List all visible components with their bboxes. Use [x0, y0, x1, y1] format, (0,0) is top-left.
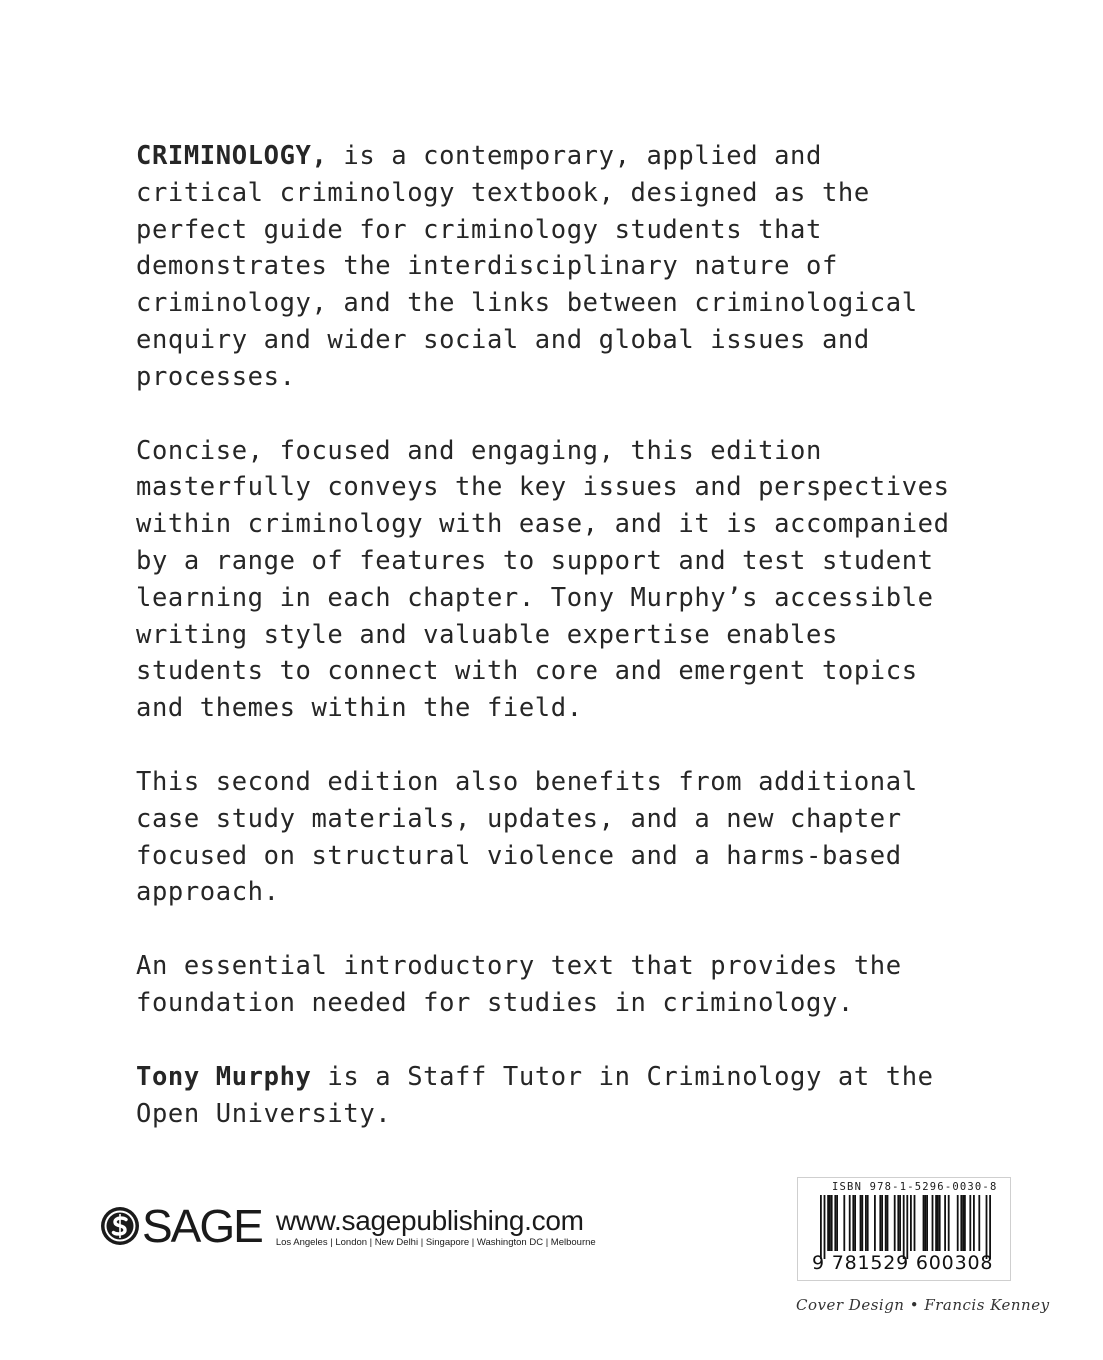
author-bio	[136, 1059, 1036, 1133]
barcode-bar	[957, 1195, 959, 1251]
publisher-cities: Los Angeles | London | New Delhi | Singapore | Washington DC | Melbourne	[275, 1237, 596, 1248]
barcode-bar	[861, 1195, 863, 1251]
publisher-block	[100, 1200, 596, 1254]
barcode-bar	[849, 1195, 851, 1251]
book-title-lead: CRIMINOLOGY,	[136, 141, 328, 171]
cover-design-credit: Cover Design • Francis Kenney	[796, 1296, 1050, 1314]
blurb-paragraph-1-text: is a contemporary, applied and critical criminology textbook, designed as the perfect guide for criminology students that demonstrates the interdisciplinary nature of criminology, and the links between criminological enquiry and wider social and global issues and processes.	[136, 141, 918, 392]
barcode-bar	[854, 1195, 856, 1251]
barcode-bar	[867, 1195, 869, 1251]
barcode-bar	[910, 1195, 912, 1251]
barcode-bar	[827, 1195, 829, 1251]
back-cover-blurb	[136, 138, 1036, 1169]
barcode-bar	[914, 1195, 916, 1251]
blurb-paragraph-4: An essential introductory text that provides the foundation needed for studies in criminology.	[136, 951, 902, 1018]
barcode-bar	[935, 1195, 937, 1251]
barcode-bar	[881, 1195, 883, 1251]
blurb-paragraph-1	[136, 138, 1036, 396]
barcode-bar	[906, 1195, 908, 1259]
barcode-bar	[820, 1195, 822, 1259]
sage-s-icon	[100, 1206, 140, 1246]
barcode-bar	[894, 1195, 896, 1251]
barcode-bar	[989, 1195, 991, 1259]
barcode-bar	[924, 1195, 926, 1251]
barcode-bar	[948, 1195, 950, 1251]
barcode-bar	[879, 1195, 881, 1251]
blurb-paragraph-2: Concise, focused and engaging, this edition masterfully conveys the key issues and perspectives within criminology with ease, and it is accompanied by a range of features to support and test student learning in each chapter. Tony Murphy’s accessible writing style and valuable expertise enables students to connect with core and emergent topics and themes within the field.	[136, 435, 950, 724]
isbn-label: ISBN 978-1-5296-0030-8	[832, 1181, 998, 1193]
barcode-bar	[973, 1195, 975, 1251]
barcode-bar	[836, 1195, 838, 1251]
isbn-digits: 9 781529 600308	[812, 1252, 994, 1274]
blurb-paragraph-3: This second edition also benefits from additional case study materials, updates, and a new chapter focused on structural violence and a harms-based approach.	[136, 766, 918, 908]
barcode-bar	[865, 1195, 867, 1251]
barcode-bar	[932, 1195, 934, 1251]
author-bio-text: is a Staff Tutor in Criminology at the Open University.	[136, 1061, 934, 1129]
barcode-bar	[885, 1195, 887, 1251]
barcode-bar	[834, 1195, 836, 1251]
barcode-bar	[829, 1195, 831, 1251]
barcode-bar	[978, 1195, 980, 1251]
barcode-bar	[960, 1195, 962, 1251]
barcode-bar	[969, 1195, 971, 1251]
barcode-bar	[887, 1195, 889, 1251]
barcode-bar	[926, 1195, 928, 1251]
sage-wordmark: SAGE	[142, 1200, 262, 1252]
barcode-bar	[824, 1195, 826, 1259]
barcode-bar	[903, 1195, 905, 1259]
barcode-bar	[831, 1195, 833, 1251]
barcode-bar	[923, 1195, 925, 1251]
barcode-bar	[986, 1195, 988, 1259]
barcode-bar	[964, 1195, 966, 1251]
isbn-barcode	[797, 1177, 1011, 1281]
barcode-bar	[897, 1195, 899, 1251]
barcode-bar	[874, 1195, 876, 1251]
publisher-url[interactable]: www.sagepublishing.com	[275, 1205, 584, 1236]
author-name: Tony Murphy	[136, 1061, 312, 1092]
barcode-bar	[860, 1195, 862, 1251]
barcode-bar	[899, 1195, 901, 1251]
barcode-bar	[937, 1195, 939, 1251]
barcode-bar	[843, 1195, 845, 1251]
barcode-bar	[939, 1195, 941, 1251]
barcode-bar	[962, 1195, 964, 1251]
barcode-bar	[852, 1195, 854, 1251]
barcode-bar	[944, 1195, 946, 1251]
sage-logo	[100, 1200, 262, 1252]
publisher-info	[276, 1204, 596, 1249]
